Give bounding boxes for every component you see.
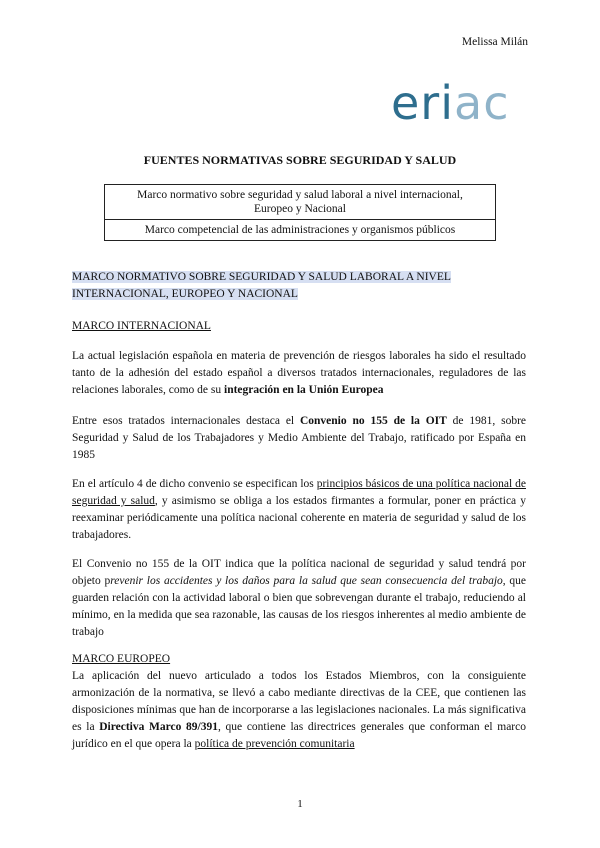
toc-item-line: Europeo y Nacional: [254, 203, 346, 215]
logo-text-ac: ac: [454, 76, 510, 130]
bold-text: Directiva Marco 89/391: [99, 721, 218, 733]
toc-item-line: Marco competencial de las administraciones y organismos públicos: [144, 224, 456, 236]
paragraph-text: Entre esos tratados internacionales destaca el: [72, 415, 300, 427]
page-number: 1: [297, 798, 303, 810]
logo-text-er: er: [391, 76, 441, 130]
paragraph-text: , y asimismo se obliga a los estados firmantes a formular, poner en práctica y reexaminar periódicamente una política nacional coherente en materia de seguridad y salud de los trabajadores.: [72, 495, 526, 541]
paragraph-text: En el artículo 4 de dicho convenio se especifican los: [72, 478, 317, 490]
italic-text: revenir los accidentes y los daños para la salud que sean consecuencia del trabajo: [110, 575, 503, 587]
paragraph-text: , que contiene las directrices generales que conforman el marco jurídico en el que opera la: [72, 721, 526, 750]
table-of-contents: [104, 184, 496, 241]
bold-text: Convenio no 155 de la OIT: [299, 415, 447, 427]
toc-row: [105, 185, 496, 220]
heading-marco-internacional: MARCO INTERNACIONAL: [72, 320, 211, 332]
author-name: Melissa Milán: [461, 36, 528, 48]
toc-item-line: Marco normativo sobre seguridad y salud laboral a nivel internacional,: [137, 189, 463, 201]
paragraph-legislacion: [72, 348, 526, 399]
bold-text: integración en la Unión Europea: [224, 384, 384, 396]
heading-marco-europeo: MARCO EUROPEO: [72, 653, 171, 665]
document-title: FUENTES NORMATIVAS SOBRE SEGURIDAD Y SALUD: [143, 153, 457, 167]
paragraph-text: , que guarden relación con la actividad laboral o bien que sobrevengan durante el trabajo, reduciendo al mínimo, en la medida que sea razonable, las causas de los riesgos inherentes al medio ambiente de trabajo: [72, 575, 527, 638]
paragraph-directivas: [72, 668, 526, 753]
eriac-logo: [391, 76, 521, 130]
paragraph-politica-nacional: [72, 556, 526, 641]
underlined-text: principios básicos de una política nacional de seguridad y salud: [72, 478, 526, 507]
toc-row: [105, 220, 496, 241]
paragraph-text: La actual legislación española en materia de prevención de riesgos laborales ha sido el resultado tanto de la adhesión del estado español a diversos tratados internacionales, reguladores de las relaciones laborales, como de su: [72, 350, 526, 396]
paragraph-text: de 1981, sobre Seguridad y Salud de los Trabajadores y Medio Ambiente del Trabajo, ratificado por España en 1985: [72, 415, 527, 461]
section-heading-line: INTERNACIONAL, EUROPEO Y NACIONAL: [72, 288, 298, 300]
toc-item-marco-normativo[interactable]: [105, 185, 496, 220]
paragraph-articulo-4: [72, 476, 526, 544]
logo-text-i: i: [440, 76, 454, 130]
paragraph-convenio: [72, 413, 526, 464]
paragraph-text: El Convenio no 155 de la OIT indica que la política nacional de seguridad y salud tendrá por objeto p: [72, 558, 526, 587]
paragraph-text: La aplicación del nuevo articulado a todos los Estados Miembros, con la consiguiente armonización de la normativa, se llevó a cabo mediante directivas de la CEE, que contienen las disposiciones mínimas que han de incorporarse a las legislaciones nacionales. La más significativa es la: [72, 670, 526, 733]
underlined-text: política de prevención comunitaria: [194, 738, 355, 750]
toc-item-marco-competencial[interactable]: [105, 220, 496, 241]
section-heading-line: MARCO NORMATIVO SOBRE SEGURIDAD Y SALUD LABORAL A NIVEL: [72, 271, 451, 283]
section-heading: [72, 269, 526, 303]
